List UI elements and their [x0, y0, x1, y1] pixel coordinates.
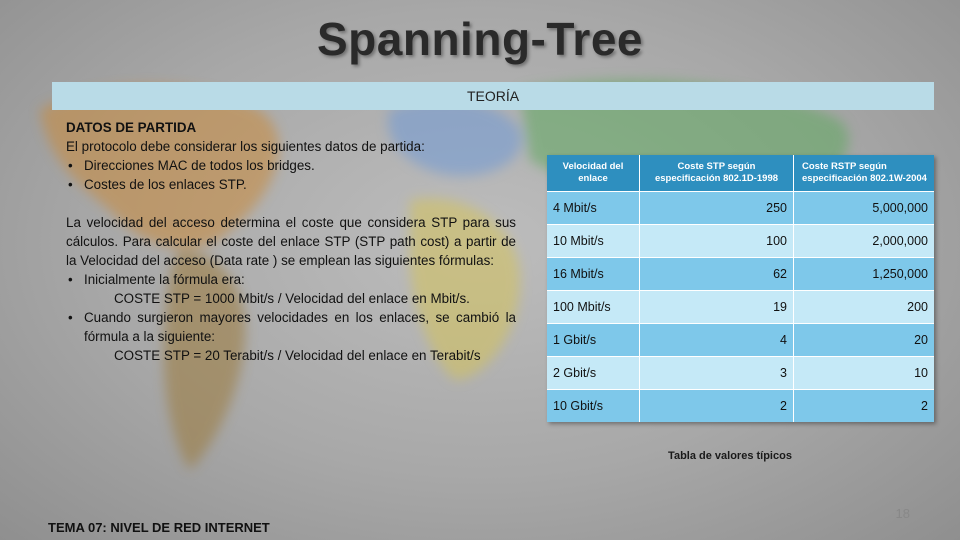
speed-cell: 16 Mbit/s	[547, 257, 640, 290]
slide-footer: TEMA 07: NIVEL DE RED INTERNET	[48, 520, 270, 535]
table-header-row	[547, 155, 934, 191]
table-row	[547, 224, 934, 257]
column-header: Coste STP según especificación 802.1D-1998	[640, 155, 794, 191]
stp-cost-cell: 62	[640, 257, 794, 290]
speed-cell: 4 Mbit/s	[547, 191, 640, 224]
table-row	[547, 389, 934, 422]
page-number: 18	[895, 506, 910, 521]
rstp-cost-cell: 20	[794, 323, 934, 356]
content-text	[66, 118, 516, 365]
rstp-cost-cell: 2	[794, 389, 934, 422]
stp-cost-cell: 19	[640, 290, 794, 323]
content-intro: El protocolo debe considerar los siguientes datos de partida:	[66, 139, 425, 154]
speed-cell: 10 Mbit/s	[547, 224, 640, 257]
stp-cost-table	[547, 155, 934, 422]
table-row	[547, 257, 934, 290]
formula-text: COSTE STP = 20 Terabit/s / Velocidad del enlace en Terabit/s	[114, 348, 481, 363]
table-row	[547, 323, 934, 356]
content-paragraph: La velocidad del acceso determina el coste que considera STP para sus cálculos. Para calcular el coste del enlace STP (STP path cost) a partir de la Velocidad del acceso (Data rate ) se emplean las siguientes fórmulas:	[66, 215, 516, 268]
rstp-cost-cell: 2,000,000	[794, 224, 934, 257]
rstp-cost-cell: 1,250,000	[794, 257, 934, 290]
stp-cost-cell: 4	[640, 323, 794, 356]
formula-bullet: • Inicialmente la fórmula era:	[66, 270, 516, 289]
rstp-cost-cell: 200	[794, 290, 934, 323]
table-caption: Tabla de valores típicos	[668, 450, 792, 462]
formula-text: COSTE STP = 1000 Mbit/s / Velocidad del enlace en Mbit/s.	[114, 291, 470, 306]
content-heading: DATOS DE PARTIDA	[66, 120, 197, 135]
section-header: TEORÍA	[52, 82, 934, 110]
bullet-item: • Direcciones MAC de todos los bridges.	[66, 156, 516, 175]
column-header: Coste RSTP según especificación 802.1W-2004	[794, 155, 934, 191]
formula-bullet: • Cuando surgieron mayores velocidades en los enlaces, se cambió la fórmula a la siguiente:	[66, 308, 516, 346]
table-row	[547, 356, 934, 389]
slide-title: Spanning-Tree	[317, 13, 643, 65]
speed-cell: 100 Mbit/s	[547, 290, 640, 323]
stp-cost-cell: 2	[640, 389, 794, 422]
speed-cell: 2 Gbit/s	[547, 356, 640, 389]
stp-cost-cell: 100	[640, 224, 794, 257]
table-row	[547, 191, 934, 224]
column-header: Velocidad del enlace	[547, 155, 640, 191]
table-row	[547, 290, 934, 323]
speed-cell: 10 Gbit/s	[547, 389, 640, 422]
stp-cost-cell: 250	[640, 191, 794, 224]
rstp-cost-cell: 10	[794, 356, 934, 389]
rstp-cost-cell: 5,000,000	[794, 191, 934, 224]
stp-cost-cell: 3	[640, 356, 794, 389]
speed-cell: 1 Gbit/s	[547, 323, 640, 356]
bullet-item: • Costes de los enlaces STP.	[66, 175, 516, 194]
